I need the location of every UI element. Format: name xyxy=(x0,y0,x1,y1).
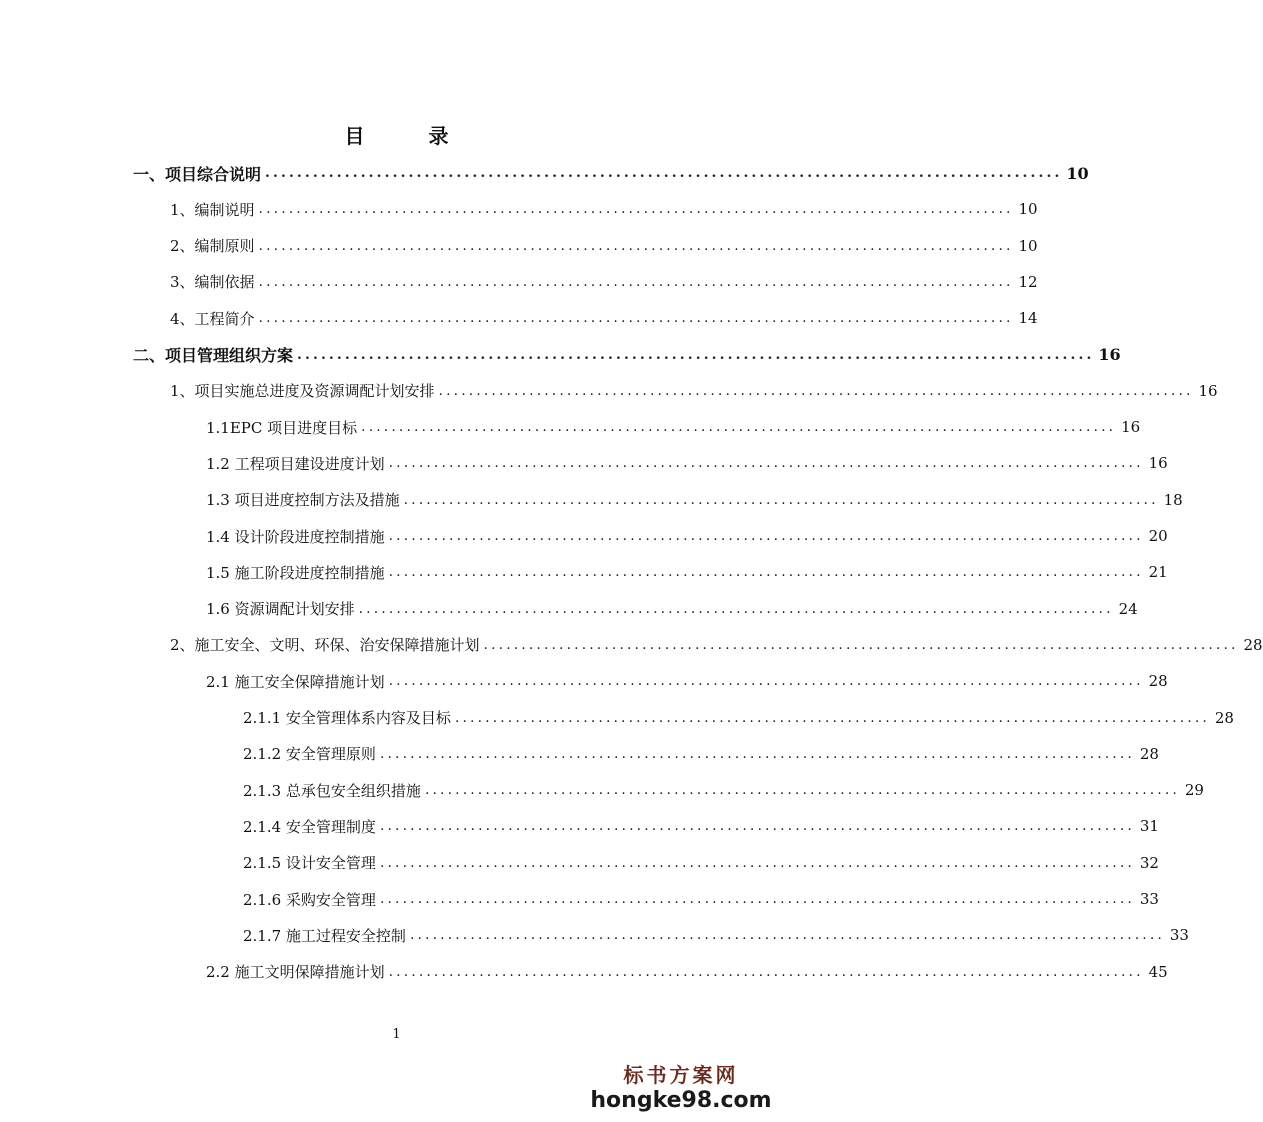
toc-dot-leader: .................................................................................................... xyxy=(258,273,1014,290)
toc-dot-leader: .................................................................................................... xyxy=(403,491,1159,508)
toc-entry-label: 2.1.1 安全管理体系内容及目标 xyxy=(243,709,451,727)
watermark-logo xyxy=(581,1062,781,1114)
toc-dot-leader: .................................................................................................... xyxy=(454,709,1210,726)
toc-dot-leader: .................................................................................................... xyxy=(379,818,1135,835)
toc-dot-leader: .................................................................................................... xyxy=(409,927,1165,944)
watermark-url: hongke98.com xyxy=(590,1088,772,1113)
toc-entry-page: 21 xyxy=(1148,563,1168,582)
toc-entry-page: 28 xyxy=(1243,635,1263,654)
toc-entry-page: 28 xyxy=(1214,708,1234,727)
toc-entry-label: 二、项目管理组织方案 xyxy=(133,346,294,365)
toc-entry[interactable] xyxy=(243,700,1234,736)
toc-dot-leader: .................................................................................................... xyxy=(297,346,1095,363)
toc-dot-leader: .................................................................................................... xyxy=(379,745,1135,762)
toc-entry[interactable] xyxy=(206,663,1168,699)
toc-dot-leader: .................................................................................................... xyxy=(379,891,1135,907)
toc-entry-page: 10 xyxy=(1066,163,1089,183)
toc-entry[interactable] xyxy=(206,518,1168,554)
watermark-name: 标书方案网 xyxy=(623,1063,739,1087)
toc-entry-page: 18 xyxy=(1163,490,1183,509)
toc-entry-page: 28 xyxy=(1148,672,1168,691)
toc-dot-leader: .................................................................................................... xyxy=(258,237,1014,254)
toc-entry-label: 2.2 施工文明保障措施计划 xyxy=(206,963,385,982)
toc-entry-page: 28 xyxy=(1139,744,1159,763)
toc-entry-label: 1.1EPC 项目进度目标 xyxy=(206,418,358,437)
toc-entry-page: 16 xyxy=(1148,454,1168,473)
toc-entry-page: 12 xyxy=(1018,272,1038,291)
toc-dot-leader: .................................................................................................... xyxy=(388,963,1144,980)
toc-entry[interactable] xyxy=(206,409,1141,445)
toc-entry[interactable] xyxy=(133,155,1089,191)
toc-dot-leader: .................................................................................................... xyxy=(358,600,1114,617)
toc-entry-label: 一、项目综合说明 xyxy=(133,164,262,184)
toc-entry-label: 1.6 资源调配计划安排 xyxy=(206,600,355,619)
toc-entry-label: 2、施工安全、文明、环保、治安保障措施计划 xyxy=(170,636,480,655)
toc-title: 目 录 xyxy=(344,124,471,148)
toc-entry[interactable] xyxy=(170,373,1218,409)
toc-entry-page: 20 xyxy=(1148,527,1168,545)
toc-entry[interactable] xyxy=(243,736,1159,772)
toc-entry-label: 3、编制依据 xyxy=(170,273,255,292)
toc-entry[interactable] xyxy=(170,191,1038,227)
toc-entry-page: 33 xyxy=(1139,890,1159,908)
toc-dot-leader: .................................................................................................... xyxy=(388,528,1144,544)
toc-entry-label: 2.1 施工安全保障措施计划 xyxy=(206,672,385,691)
toc-dot-leader: .................................................................................................... xyxy=(258,201,1014,218)
toc-entry-label: 2.1.3 总承包安全组织措施 xyxy=(243,781,421,800)
toc-dot-leader: .................................................................................................... xyxy=(438,382,1194,399)
toc-entry[interactable] xyxy=(170,264,1038,300)
toc-entry[interactable] xyxy=(206,445,1168,481)
toc-entry-page: 16 xyxy=(1198,381,1218,400)
toc-entry-page: 16 xyxy=(1098,345,1121,364)
toc-entry-page: 10 xyxy=(1018,200,1038,219)
toc-entry-label: 1.5 施工阶段进度控制措施 xyxy=(206,563,385,582)
toc-entry[interactable] xyxy=(170,300,1038,336)
toc-entry[interactable] xyxy=(206,954,1168,990)
toc-dot-leader: .................................................................................................... xyxy=(483,636,1239,653)
toc-entry[interactable] xyxy=(243,881,1159,917)
toc-dot-leader: .................................................................................................... xyxy=(388,455,1144,472)
toc-dot-leader: .................................................................................................... xyxy=(424,782,1180,799)
toc-entry-page: 45 xyxy=(1148,962,1168,981)
toc-entry-page: 16 xyxy=(1121,418,1141,437)
toc-entry[interactable] xyxy=(206,554,1168,590)
toc-entry-page: 32 xyxy=(1139,853,1159,872)
toc-entry[interactable] xyxy=(243,772,1204,808)
toc-entry-label: 2.1.7 施工过程安全控制 xyxy=(243,926,406,945)
toc-entry[interactable] xyxy=(170,627,1263,663)
toc-entry[interactable] xyxy=(243,917,1189,953)
toc-dot-leader: .................................................................................................... xyxy=(361,419,1117,436)
toc-dot-leader: .................................................................................................... xyxy=(258,310,1014,327)
toc-entry-page: 14 xyxy=(1018,309,1038,328)
toc-dot-leader: .................................................................................................... xyxy=(388,564,1144,581)
toc-entry-page: 24 xyxy=(1118,599,1138,618)
toc-entry-page: 29 xyxy=(1184,781,1204,800)
toc-entry-label: 2.1.5 设计安全管理 xyxy=(243,854,376,873)
toc-dot-leader: .................................................................................................... xyxy=(379,854,1135,871)
toc-entry[interactable] xyxy=(243,845,1159,881)
toc-entry-label: 1.2 工程项目建设进度计划 xyxy=(206,454,385,473)
toc-entry-label: 2.1.6 采购安全管理 xyxy=(243,890,376,909)
toc-entry-page: 10 xyxy=(1018,236,1038,255)
toc-entry[interactable] xyxy=(206,591,1138,627)
toc-entry-label: 4、工程简介 xyxy=(170,309,255,328)
toc-entry-label: 1、编制说明 xyxy=(170,200,255,219)
toc-entry-label: 2.1.4 安全管理制度 xyxy=(243,817,376,836)
toc-entry-label: 2.1.2 安全管理原则 xyxy=(243,745,376,764)
toc-entry-label: 2、编制原则 xyxy=(170,237,255,256)
toc-entry-label: 1、项目实施总进度及资源调配计划安排 xyxy=(170,382,435,401)
toc-dot-leader: .................................................................................................... xyxy=(388,673,1144,690)
toc-entry[interactable] xyxy=(243,808,1159,844)
toc-entry-page: 31 xyxy=(1139,817,1159,836)
toc-entry[interactable] xyxy=(206,482,1183,518)
toc-entry-label: 1.3 项目进度控制方法及措施 xyxy=(206,491,400,510)
toc-entry-page: 33 xyxy=(1169,926,1189,945)
page-number: 1 xyxy=(392,1027,401,1042)
toc-dot-leader: .................................................................................................... xyxy=(265,165,1063,181)
toc-entry[interactable] xyxy=(133,337,1121,373)
toc-entry-label: 1.4 设计阶段进度控制措施 xyxy=(206,527,385,546)
toc-entry[interactable] xyxy=(170,228,1038,264)
